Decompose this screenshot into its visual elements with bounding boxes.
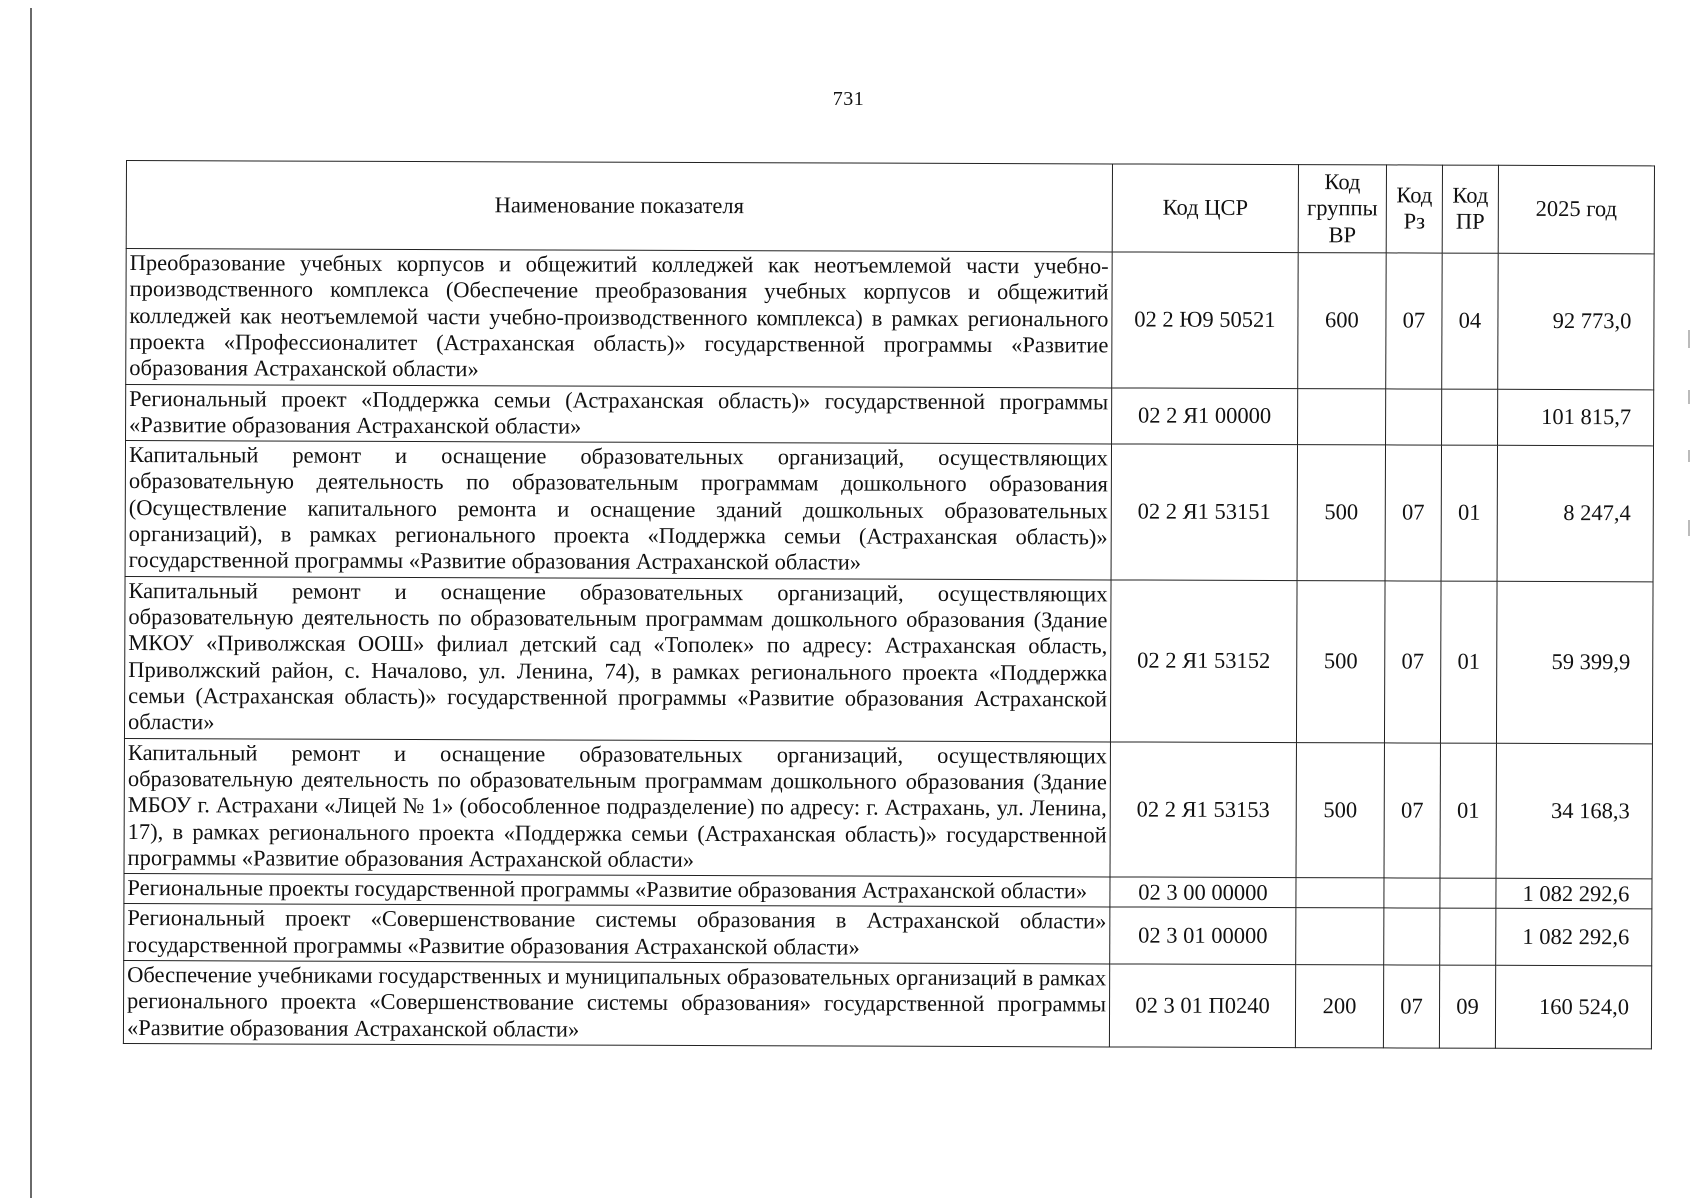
table-body <box>123 248 1654 1048</box>
header-rz: Код Рз <box>1386 165 1442 253</box>
scan-edge-marks <box>1688 330 1691 550</box>
row-pr: 01 <box>1440 743 1496 879</box>
row-csr: 02 2 Я1 53151 <box>1111 444 1297 580</box>
row-name: Обеспечение учебниками государственных и муниципальных образовательных организаций в рамках регионального проекта «Совершенствование системы образования» государственной программы «Развитие образования Астраханской области» <box>123 961 1109 1047</box>
row-amount: 1 082 292,6 <box>1496 878 1652 909</box>
table-header <box>126 161 1654 254</box>
row-pr: 01 <box>1441 445 1497 581</box>
row-rz <box>1386 388 1442 445</box>
table-row <box>123 961 1651 1049</box>
row-rz: 07 <box>1386 253 1442 389</box>
table-row <box>124 904 1652 966</box>
row-amount: 59 399,9 <box>1496 581 1653 743</box>
row-amount: 92 773,0 <box>1498 253 1654 389</box>
row-amount: 101 815,7 <box>1498 389 1654 446</box>
header-name: Наименование показателя <box>126 161 1112 252</box>
row-csr: 02 2 Я1 53152 <box>1110 580 1297 743</box>
row-amount: 160 524,0 <box>1495 965 1651 1048</box>
row-csr: 02 2 Ю9 50521 <box>1112 252 1298 388</box>
header-pr: Код ПР <box>1442 165 1498 253</box>
row-amount: 1 082 292,6 <box>1496 909 1652 966</box>
row-name: Региональный проект «Поддержка семьи (Астраханская область)» государственной программы «Развитие образования Астраханской области» <box>126 384 1112 444</box>
row-name: Региональные проекты государственной программы «Развитие образования Астраханской области» <box>124 874 1110 908</box>
scan-binding-line <box>30 8 32 1198</box>
row-csr: 02 2 Я1 00000 <box>1112 387 1298 444</box>
table-row <box>125 441 1653 582</box>
budget-table <box>123 160 1655 1049</box>
row-rz: 07 <box>1385 445 1441 581</box>
row-vr <box>1298 388 1386 445</box>
row-pr <box>1442 389 1498 446</box>
row-name: Капитальный ремонт и оснащение образовательных организаций, осуществляющих образовательную деятельность по образовательным программам дошкольного образования (Здание МБОУ г. Астрахани «Лицей № 1» (обособленное подразделение) по адресу: г. Астрахань, ул. Ленина, 17), в рамках регионального проекта «Поддержка семьи (Астраханская область)» государственной программы «Развитие образования Астраханской области» <box>124 738 1110 877</box>
table-row <box>124 576 1653 743</box>
row-pr: 09 <box>1439 965 1495 1048</box>
row-name: Капитальный ремонт и оснащение образовательных организаций, осуществляющих образовательную деятельность по образовательным программам дошкольного образования (Здание МКОУ «Приволжская ООШ» филиал детский сад «Тополек» по адресу: Астраханская область, Приволжский район, с. Началово, ул. Ленина, 74), в рамках регионального проекта «Поддержка семьи (Астраханская область)» государственной программы «Развитие образования Астраханской области» <box>124 576 1111 741</box>
row-pr <box>1440 909 1496 966</box>
row-rz: 07 <box>1384 742 1440 878</box>
row-vr: 500 <box>1296 742 1384 878</box>
table-row <box>124 738 1652 879</box>
header-csr: Код ЦСР <box>1112 164 1298 253</box>
row-rz <box>1384 908 1440 965</box>
row-name: Капитальный ремонт и оснащение образовательных организаций, осуществляющих образовательную деятельность по образовательным программам дошкольного образования (Осуществление капитального ремонта и оснащение зданий дошкольных образовательных организаций), в рамках регионального проекта «Поддержка семьи (Астраханская область)» государственной программы «Развитие образования Астраханской области» <box>125 441 1111 580</box>
row-amount: 8 247,4 <box>1497 445 1653 581</box>
row-csr: 02 3 01 П0240 <box>1109 964 1295 1048</box>
row-rz: 07 <box>1384 581 1441 743</box>
row-vr: 500 <box>1296 580 1385 742</box>
row-name: Преобразование учебных корпусов и общежитий колледжей как неотъемлемой части учебно-производственного комплекса (Обеспечение преобразования учебных корпусов и общежитий колледжей как неотъемлемой части учебно-производственного комплекса) в рамках регионального проекта «Профессионалитет (Астраханская область)» государственной программы «Развитие образования Астраханской области» <box>126 248 1112 387</box>
row-pr: 04 <box>1442 253 1498 389</box>
row-pr <box>1440 878 1496 909</box>
table-row <box>126 384 1654 446</box>
page-number: 731 <box>832 88 865 110</box>
table-row <box>126 248 1654 389</box>
header-vr: Код группы ВР <box>1298 165 1386 253</box>
row-vr: 600 <box>1298 253 1386 389</box>
row-csr: 02 3 00 00000 <box>1110 877 1296 908</box>
row-vr: 500 <box>1297 445 1385 581</box>
header-year: 2025 год <box>1498 165 1654 253</box>
row-csr: 02 3 01 00000 <box>1110 907 1296 964</box>
row-rz: 07 <box>1383 965 1439 1048</box>
row-vr <box>1296 908 1384 965</box>
budget-table-container <box>123 160 1654 1049</box>
table-header-row <box>126 161 1654 254</box>
row-amount: 34 168,3 <box>1496 743 1652 879</box>
row-rz <box>1384 878 1440 909</box>
row-pr: 01 <box>1440 581 1497 743</box>
row-vr <box>1296 878 1384 909</box>
row-vr: 200 <box>1295 965 1383 1048</box>
row-name: Региональный проект «Совершенствование системы образования в Астраханской области» государственной программы «Развитие образования Астраханской области» <box>124 904 1110 964</box>
row-csr: 02 2 Я1 53153 <box>1110 742 1296 878</box>
